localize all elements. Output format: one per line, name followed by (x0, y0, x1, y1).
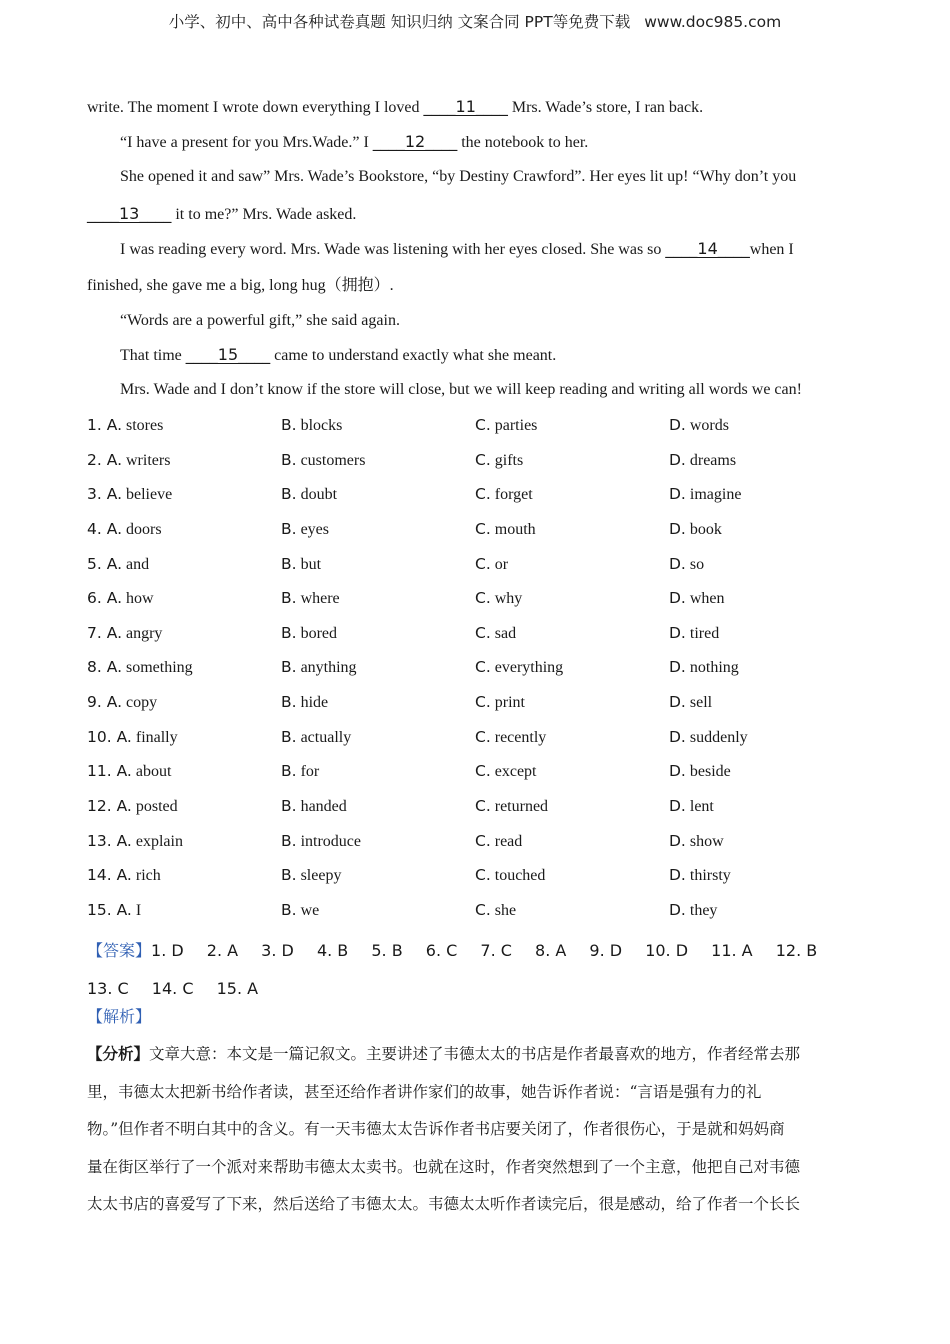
passage-line: Mrs. Wade and I don’t know if the store will close, but we will keep reading and writing all words we can! (120, 381, 802, 398)
option-text: angry (126, 624, 163, 642)
option-row (87, 414, 877, 449)
option-text: we (300, 901, 320, 919)
answer-item: 5. B (371, 941, 403, 960)
option-d (669, 864, 731, 887)
option-label: C. (475, 693, 491, 712)
option-label: D. (669, 693, 686, 712)
option-row (87, 656, 877, 691)
option-label: D. (669, 416, 686, 434)
option-text: touched (494, 867, 546, 885)
option-text: doors (126, 520, 162, 538)
option-label: A. (106, 485, 122, 504)
option-text: blocks (300, 417, 343, 434)
passage-line: That time ____15____ came to understand exactly what she meant. (120, 345, 557, 364)
option-row (87, 795, 877, 830)
option-label: C. (475, 727, 491, 746)
option-label: C. (475, 797, 491, 816)
option-label: B. (281, 519, 297, 538)
option-text: dreams (689, 451, 737, 469)
option-text: except (494, 763, 537, 781)
passage-line: She opened it and saw” Mrs. Wade’s Bookstore, “by Destiny Crawford”. Her eyes lit up! “Why don’t you (120, 168, 797, 185)
option-a (87, 691, 157, 714)
question-number: 4. (87, 519, 102, 538)
question-number: 8. (87, 658, 102, 677)
option-c (475, 760, 537, 783)
option-label: D. (669, 589, 686, 608)
question-number: 6. (87, 589, 102, 608)
option-label: B. (281, 623, 297, 642)
option-b (281, 483, 337, 506)
option-text: sad (494, 624, 517, 642)
answer-item: 6. C (425, 941, 458, 960)
option-row (87, 726, 877, 761)
option-d (669, 795, 714, 818)
option-text: words (689, 417, 729, 434)
option-row (87, 483, 877, 518)
option-text: so (689, 555, 705, 573)
option-label: B. (281, 762, 297, 781)
option-label: B. (281, 797, 297, 816)
analysis-block (87, 1036, 863, 1224)
option-b (281, 553, 321, 576)
option-label: D. (669, 658, 686, 677)
option-row (87, 449, 877, 484)
option-text: handed (300, 798, 347, 816)
option-c (475, 830, 522, 853)
option-a (87, 587, 154, 610)
option-text: copy (126, 694, 158, 712)
option-c (475, 587, 522, 610)
option-label: D. (669, 485, 686, 504)
option-b (281, 587, 340, 610)
question-number: 15. (87, 900, 112, 919)
option-text: when (689, 590, 725, 608)
question-number: 1. (87, 416, 102, 434)
option-label: C. (475, 623, 491, 642)
option-b (281, 899, 319, 922)
answer-item: 8. A (535, 941, 567, 960)
analysis-text: 文章大意：本文是一篇记叙文。主要讲述了韦德太太的书店是作者最喜欢的地方，作者经常去那 (149, 1045, 801, 1063)
option-b (281, 518, 329, 541)
option-row (87, 587, 877, 622)
option-label: A. (116, 797, 132, 816)
option-text: everything (494, 659, 564, 677)
option-row (87, 622, 877, 657)
option-a (87, 656, 193, 679)
option-label: C. (475, 554, 491, 573)
option-text: introduce (300, 832, 361, 850)
option-d (669, 414, 729, 437)
answer-item: 9. D (589, 941, 623, 960)
option-a (87, 726, 178, 749)
option-text: about (135, 763, 172, 781)
option-text: and (126, 555, 150, 573)
question-number: 7. (87, 623, 102, 642)
option-d (669, 553, 704, 576)
header-url[interactable]: www.doc985.com (644, 13, 782, 31)
option-text: parties (494, 417, 538, 434)
option-text: forget (494, 486, 533, 504)
option-c (475, 518, 536, 541)
option-label: D. (669, 727, 686, 746)
option-c (475, 726, 546, 749)
option-text: bored (300, 624, 337, 642)
option-row (87, 830, 877, 865)
answer-item: 15. A (216, 979, 259, 998)
passage-line: “I have a present for you Mrs.Wade.” I ____12____ the notebook to her. (120, 132, 589, 151)
option-label: D. (669, 554, 686, 573)
option-text: sleepy (300, 867, 342, 885)
option-text: but (300, 555, 322, 573)
option-label: A. (116, 727, 132, 746)
option-a (87, 518, 162, 541)
option-label: B. (281, 485, 297, 504)
answer-item: 2. A (206, 941, 239, 960)
option-label: A. (106, 693, 122, 712)
option-d (669, 656, 739, 679)
option-a (87, 864, 161, 887)
option-c (475, 691, 525, 714)
option-d (669, 449, 736, 472)
option-label: B. (281, 658, 297, 677)
option-c (475, 622, 516, 645)
analysis-tag: 【分析】 (87, 1045, 150, 1063)
option-text: thirsty (689, 867, 731, 885)
page-header (0, 10, 950, 32)
option-row (87, 553, 877, 588)
option-label: C. (475, 589, 491, 608)
option-d (669, 830, 724, 853)
option-text: she (494, 901, 517, 919)
option-text: hide (300, 694, 329, 712)
passage-line: ____13____ it to me?” Mrs. Wade asked. (87, 204, 357, 223)
question-number: 12. (87, 797, 112, 816)
option-label: D. (669, 519, 686, 538)
option-label: D. (669, 762, 686, 781)
answer-tag: 【答案】 (87, 941, 152, 960)
passage-line: finished, she gave me a big, long hug（拥抱）. (87, 277, 394, 294)
option-b (281, 726, 351, 749)
answer-item: 1. D (151, 941, 184, 960)
option-label: A. (116, 866, 132, 885)
analysis-text: 里，韦德太太把新书给作者读，甚至还给作者讲作家们的故事，她告诉作者说：“言语是强有力的礼 (87, 1082, 762, 1101)
option-text: or (494, 555, 509, 573)
option-label: A. (106, 658, 122, 677)
option-a (87, 795, 178, 818)
option-text: lent (689, 798, 714, 816)
answer-block (87, 932, 877, 1008)
option-text: book (689, 520, 722, 538)
option-c (475, 899, 516, 922)
question-number: 3. (87, 485, 102, 504)
option-d (669, 622, 719, 645)
option-text: read (494, 832, 523, 850)
option-d (669, 691, 712, 714)
option-text: gifts (494, 451, 524, 469)
option-text: writers (126, 451, 171, 469)
analysis-line (87, 1036, 863, 1074)
analysis-text: 物。”但作者不明白其中的含义。有一天韦德太太告诉作者书店要关闭了，作者很伤心，于是就和妈妈商 (87, 1120, 785, 1138)
option-a (87, 622, 162, 645)
option-b (281, 795, 347, 818)
option-b (281, 656, 357, 679)
option-text: sell (689, 694, 713, 712)
option-text: nothing (689, 659, 739, 677)
option-text: recently (494, 728, 547, 746)
option-row (87, 518, 877, 553)
passage-line: “Words are a powerful gift,” she said again. (120, 312, 400, 329)
answer-item: 4. B (316, 941, 349, 960)
option-label: B. (281, 866, 297, 885)
answer-item: 3. D (261, 941, 294, 960)
passage-line: write. The moment I wrote down everything I loved ____11____ Mrs. Wade’s store, I ran back. (87, 97, 704, 116)
option-a (87, 483, 172, 506)
answer-item: 7. C (480, 941, 512, 960)
question-number: 14. (87, 866, 112, 885)
option-c (475, 864, 545, 887)
answer-item: 14. C (151, 979, 194, 998)
question-number: 11. (87, 762, 112, 781)
option-text: rich (135, 867, 161, 885)
passage-line: I was reading every word. Mrs. Wade was listening with her eyes closed. She was so ____14____when I (120, 239, 794, 258)
option-d (669, 760, 731, 783)
option-label: C. (475, 866, 491, 885)
option-d (669, 518, 722, 541)
option-text: show (689, 832, 724, 850)
option-label: C. (475, 519, 491, 538)
option-text: how (126, 590, 154, 608)
option-d (669, 899, 717, 922)
question-number: 13. (87, 831, 112, 850)
option-label: A. (116, 831, 132, 850)
option-a (87, 830, 183, 853)
option-text: why (494, 590, 523, 608)
option-d (669, 587, 725, 610)
option-label: C. (475, 831, 491, 850)
option-label: A. (116, 900, 132, 919)
question-number: 10. (87, 727, 112, 746)
analysis-line (87, 1149, 863, 1187)
option-text: print (494, 694, 525, 712)
option-text: imagine (689, 486, 742, 504)
option-label: C. (475, 762, 491, 781)
option-text: beside (689, 763, 731, 781)
answer-item: 10. D (645, 941, 689, 960)
option-b (281, 449, 365, 472)
option-a (87, 760, 171, 783)
options-list (87, 414, 877, 934)
jiexi-tag: 【解析】 (87, 1007, 152, 1026)
option-label: C. (475, 450, 491, 469)
option-label: B. (281, 416, 297, 434)
option-c (475, 449, 523, 472)
question-number: 5. (87, 554, 102, 573)
option-b (281, 830, 361, 853)
option-label: A. (106, 554, 122, 573)
option-c (475, 656, 563, 679)
option-a (87, 449, 170, 472)
option-text: customers (300, 451, 366, 469)
option-text: where (300, 590, 340, 608)
option-c (475, 553, 508, 576)
option-b (281, 760, 319, 783)
analysis-line (87, 1074, 863, 1112)
option-label: B. (281, 589, 297, 608)
option-text: believe (126, 486, 173, 504)
option-label: B. (281, 450, 297, 469)
option-text: doubt (300, 486, 338, 504)
option-label: C. (475, 416, 491, 434)
option-c (475, 795, 548, 818)
option-label: D. (669, 797, 686, 816)
option-text: anything (300, 659, 357, 677)
option-text: tired (689, 624, 720, 642)
analysis-text: 太太书店的喜爱写了下来，然后送给了韦德太太。韦德太太听作者读完后，很是感动，给了作者一个长长 (87, 1195, 801, 1213)
option-b (281, 414, 342, 437)
option-label: A. (106, 450, 122, 469)
analysis-text: 量在街区举行了一个派对来帮助韦德太太卖书。也就在这时，作者突然想到了一个主意，他把自己对韦德 (87, 1157, 801, 1176)
answer-item: 13. C (87, 979, 129, 998)
option-c (475, 414, 537, 437)
option-text: explain (135, 832, 183, 850)
option-text: posted (135, 798, 178, 816)
option-d (669, 483, 741, 506)
question-number: 2. (87, 450, 102, 469)
option-label: D. (669, 831, 686, 850)
option-label: C. (475, 658, 491, 677)
option-b (281, 691, 328, 714)
option-row (87, 691, 877, 726)
option-label: A. (106, 416, 122, 434)
option-label: C. (475, 900, 491, 919)
answer-item: 12. B (775, 941, 818, 960)
option-row (87, 864, 877, 899)
option-text: for (300, 763, 320, 781)
option-label: A. (106, 623, 122, 642)
option-b (281, 622, 337, 645)
option-text: suddenly (689, 728, 748, 746)
option-label: D. (669, 623, 686, 642)
option-text: they (689, 901, 718, 919)
question-number: 9. (87, 693, 102, 712)
option-row (87, 899, 877, 934)
option-text: stores (126, 417, 164, 434)
option-label: B. (281, 900, 297, 919)
option-label: A. (106, 519, 122, 538)
option-a (87, 414, 163, 437)
header-title: 小学、初中、高中各种试卷真题 知识归纳 文案合同 PPT等免费下载 (168, 13, 631, 31)
option-label: A. (106, 589, 122, 608)
option-label: B. (281, 831, 297, 850)
option-label: B. (281, 554, 297, 573)
option-text: something (126, 659, 193, 677)
option-label: C. (475, 485, 491, 504)
option-label: A. (116, 762, 132, 781)
option-label: D. (669, 450, 686, 469)
option-label: D. (669, 866, 686, 885)
option-text: eyes (300, 520, 329, 538)
analysis-line (87, 1111, 863, 1149)
option-text: finally (135, 728, 178, 746)
option-label: B. (281, 727, 297, 746)
analysis-line (87, 1186, 863, 1224)
option-text: mouth (494, 520, 536, 538)
option-text: returned (494, 798, 549, 816)
option-d (669, 726, 748, 749)
option-b (281, 864, 341, 887)
option-a (87, 553, 149, 576)
option-label: D. (669, 900, 686, 919)
option-a (87, 899, 141, 922)
option-c (475, 483, 533, 506)
option-row (87, 760, 877, 795)
option-text: actually (300, 728, 352, 746)
answer-item: 11. A (711, 941, 753, 960)
option-text: I (135, 901, 142, 919)
option-label: B. (281, 693, 297, 712)
